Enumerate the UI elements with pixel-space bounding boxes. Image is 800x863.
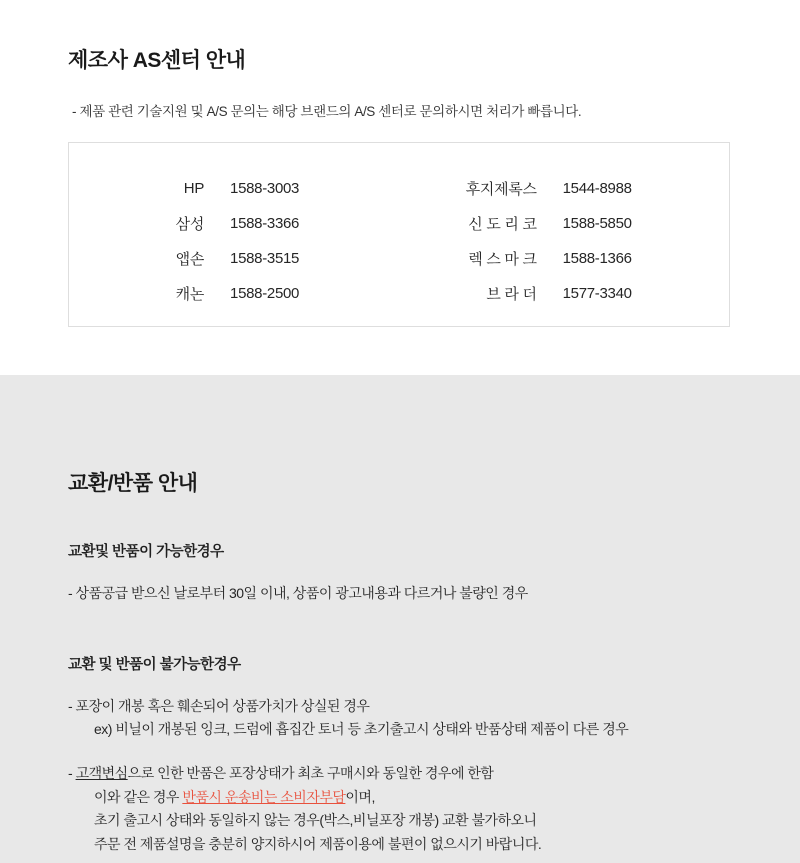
brand-label: 렉 스 마 크 bbox=[468, 251, 537, 268]
table-row bbox=[69, 241, 729, 276]
brand-phone: 1588-5850 bbox=[562, 215, 632, 232]
shipping-fee-highlight: 반품시 운송비는 소비자부담 bbox=[182, 788, 346, 805]
brand-label: 삼성 bbox=[175, 216, 205, 233]
as-center-title: 제조사 AS센터 안내 bbox=[68, 49, 246, 72]
exchange-impossible-line-1-example: ex) 비닐이 개봉된 잉크, 드럼에 흡집간 토너 등 초기출고시 상태와 반품상태 제품이 다른 경우 bbox=[94, 721, 629, 738]
exchange-impossible-line-3 bbox=[68, 787, 732, 809]
line-3-prefix: 이와 같은 경우 bbox=[94, 788, 183, 805]
exchange-impossible-line-1: - 포장이 개봉 혹은 훼손되어 상품가치가 상실된 경우 bbox=[68, 697, 370, 714]
brand-phone: 1588-2500 bbox=[230, 285, 300, 302]
table-row bbox=[69, 276, 729, 311]
exchange-impossible-line-2 bbox=[68, 763, 732, 785]
line-2-rest: 으로 인한 반품은 포장상태가 최초 구매시와 동일한 경우에 한함 bbox=[127, 765, 494, 782]
exchange-impossible-line-5: 주문 전 제품설명을 충분히 양지하시어 제품이용에 불편이 없으시기 바랍니다. bbox=[94, 836, 542, 853]
as-center-section bbox=[0, 0, 800, 375]
exchange-possible-heading: 교환및 반품이 가능한경우 bbox=[68, 544, 224, 560]
as-center-note: - 제품 관련 기술지원 및 A/S 문의는 해당 브랜드의 A/S 센터로 문의하시면 처리가 빠릅니다. bbox=[72, 104, 582, 119]
brand-phone: 1588-3366 bbox=[230, 215, 300, 232]
brand-label: 캐논 bbox=[175, 286, 205, 303]
exchange-return-title: 교환/반품 안내 bbox=[68, 472, 198, 495]
brand-phone: 1544-8988 bbox=[562, 180, 632, 197]
brand-phone: 1577-3340 bbox=[562, 285, 632, 302]
exchange-impossible-heading: 교환 및 반품이 불가능한경우 bbox=[68, 656, 241, 673]
brand-phone: 1588-3003 bbox=[230, 180, 300, 197]
brand-label: 앱손 bbox=[175, 251, 205, 268]
line-3-suffix: 이며, bbox=[345, 788, 375, 805]
brand-label: HP bbox=[183, 180, 205, 197]
brand-phone: 1588-3515 bbox=[230, 250, 300, 267]
brand-label: 브 라 더 bbox=[486, 286, 537, 303]
exchange-return-section bbox=[0, 375, 800, 863]
table-row bbox=[69, 206, 729, 241]
exchange-impossible-line-4: 초기 출고시 상태와 동일하지 않는 경우(박스,비닐포장 개봉) 교환 불가하오니 bbox=[94, 812, 537, 829]
brand-phone: 1588-1366 bbox=[562, 250, 632, 267]
as-center-contact-table bbox=[69, 171, 729, 311]
as-center-contact-box bbox=[68, 142, 730, 327]
table-row bbox=[69, 171, 729, 206]
customer-change-of-mind-underline: 고객변심 bbox=[75, 765, 128, 782]
line-2-prefix: - bbox=[68, 765, 76, 782]
brand-label: 후지제록스 bbox=[465, 181, 537, 198]
brand-label: 신 도 리 코 bbox=[468, 216, 537, 233]
exchange-possible-line: - 상품공급 받으신 날로부터 30일 이내, 상품이 광고내용과 다르거나 불량인 경우 bbox=[68, 585, 528, 601]
